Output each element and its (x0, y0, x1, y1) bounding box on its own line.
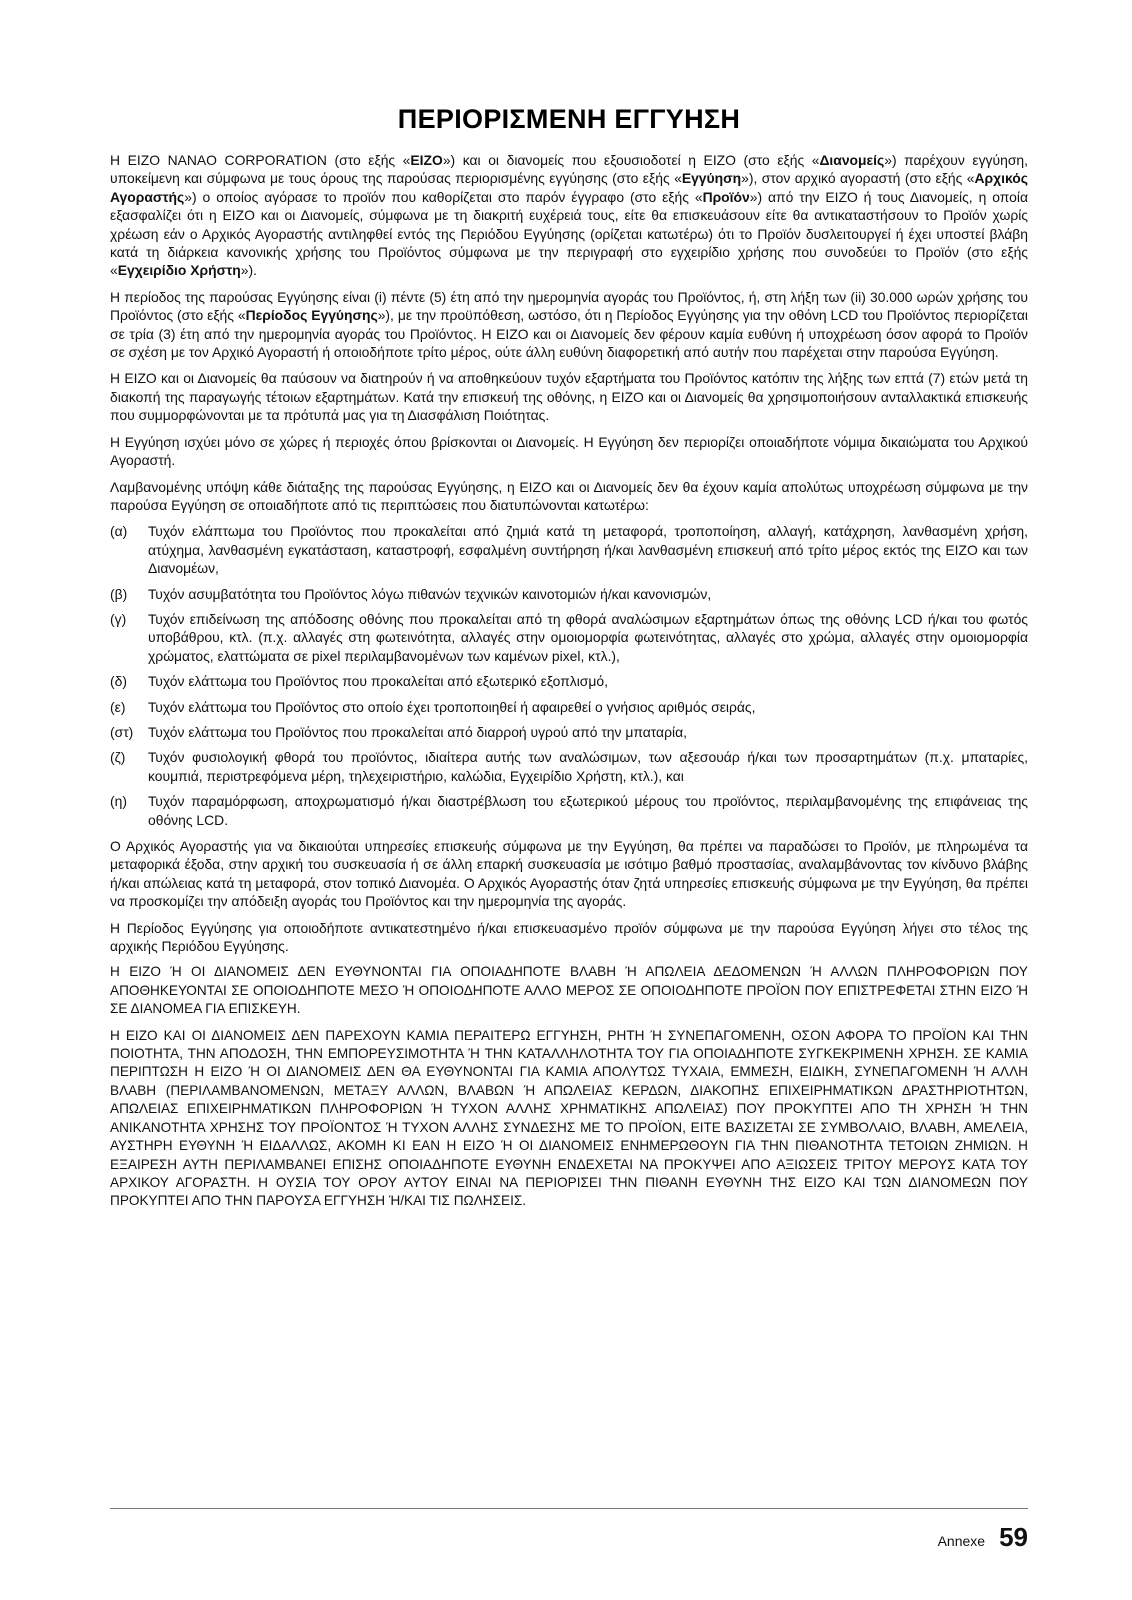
list-item (110, 748, 1028, 785)
defined-term: Εγγύηση (681, 170, 742, 187)
warranty-page (110, 104, 1028, 1219)
defined-term: Προϊόν (702, 188, 750, 205)
paragraph-exclusions-intro: Λαμβανομένης υπόψη κάθε διάταξης της παρούσας Εγγύησης, η EIZO και οι Διανομείς δεν θα έχουν καμία απολύτως υποχρέωση σύμφωνα με την παρούσα Εγγύηση σε οποιαδήποτε από τις περιπτώσεις που διατυπώνονται κατωτέρω: (110, 478, 1028, 513)
list-item (110, 698, 1028, 716)
text-run: ») παρέχουν εγγύηση, υποκείμενη και σύμφωνα με τους όρους της παρούσας περιορισμένης εγγύησης (στο εξής « (110, 152, 1028, 187)
text-run: »). (240, 262, 258, 279)
item-text: Τυχόν ελάττωμα του Προϊόντος στο οποίο έχει τροποποιηθεί ή αφαιρεθεί ο γνήσιος αριθμός σειράς, (148, 698, 756, 715)
item-text: Τυχόν ελάττωμα του Προϊόντος που προκαλείται από διαρροή υγρού από την μπαταρία, (148, 723, 687, 740)
text-run: Η περίοδος της παρούσας Εγγύησης είναι (i) πέντε (5) έτη από την ημερομηνία αγοράς του Προϊόντος, ή, στη λήξη των (ii) 30.000 ωρών χρήσης του Προϊόντος (στο εξής « (110, 288, 1028, 324)
defined-term: Εγχειρίδιο Χρήστη (117, 262, 241, 279)
paragraph-scope: Η Εγγύηση ισχύει μόνο σε χώρες ή περιοχές όπου βρίσκονται οι Διανομείς. Η Εγγύηση δεν περιορίζει οποιαδήποτε νόμιμα δικαιώματα του Αρχικού Αγοραστή. (110, 433, 1028, 469)
page-footer (938, 1522, 1028, 1553)
item-marker: (η) (110, 793, 127, 810)
item-marker: (ε) (110, 698, 126, 715)
paragraph-warranty-period (110, 288, 1028, 362)
text-run: ») ο οποίος αγόρασε το προϊόν που καθορίζεται στο παρόν έγγραφο (στο εξής « (184, 188, 703, 205)
item-text: Τυχόν ασυμβατότητα του Προϊόντος λόγω πιθανών τεχνικών καινοτομιών ή/και κανονισμών, (148, 585, 712, 602)
item-marker: (α) (110, 523, 128, 540)
list-item (110, 585, 1028, 603)
item-text: Τυχόν ελάπτωμα του Προϊόντος που προκαλείται από ζημιά κατά τη μεταφορά, τροποποίηση, αλλαγή, κατάχρηση, λανθασμένη χρήση, ατύχημα, λανθασμένη εγκατάσταση, καταστροφή, εσφαλμένη συντήρηση ή/και λανθασμένη επισκευή από τρίτο μέρος εκτός της EIZO και των Διανομέων, (148, 523, 1028, 577)
defined-term: EIZO (410, 152, 443, 168)
text-run: »), στον αρχικό αγοραστή (στο εξής « (741, 170, 975, 187)
exclusions-list (110, 522, 1028, 829)
list-item (110, 610, 1028, 665)
paragraph-parts: Η EIZO και οι Διανομείς θα παύσουν να διατηρούν ή να αποθηκεύουν τυχόν εξαρτήματα του Προϊόντος κατόπιν της λήξης των επτά (7) ετών μετά τη διακοπή της παραγωγής τέτοιων εξαρτημάτων. Κατά την επισκευή της οθόνης, η EIZO και οι Διανομείς θα χρησιμοποιήσουν ανταλλακτικά επισκευής που συμμορφώνονται με τα πρότυπά μας για τη Διασφάλιση Ποιότητας. (110, 370, 1028, 424)
paragraph-replacement-period: Η Περίοδος Εγγύησης για οποιοδήποτε αντικατεστημένο ή/και επισκευασμένο προϊόν σύμφωνα με την παρούσα Εγγύηση λήγει στο τέλος της αρχικής Περιόδου Εγγύησης. (110, 919, 1028, 955)
item-marker: (στ) (110, 723, 134, 740)
defined-term: Διανομείς (819, 152, 885, 168)
item-marker: (δ) (110, 673, 127, 690)
item-text: Τυχόν επιδείνωση της απόδοσης οθόνης που προκαλείται από τη φθορά αναλώσιμων εξαρτημάτων όπως της οθόνης LCD ή/και του φωτός υποβάθρου, κτλ. (π.χ. αλλαγές στη φωτεινότητα, αλλαγές στην ομοιομορφία φωτεινότητας, αλλαγές στο χρώμα, αλλαγές στην ομοιομορφία χρώματος, ελαττώματα σε pixel περιλαμβανομένων των καμένων pixel, κτλ.), (148, 610, 1028, 664)
item-text: Τυχόν ελάττωμα του Προϊόντος που προκαλείται από εξωτερικό εξοπλισμό, (148, 673, 608, 690)
item-marker: (ζ) (110, 749, 126, 766)
defined-term: Περίοδος Εγγύησης (245, 307, 378, 324)
item-text: Τυχόν παραμόρφωση, αποχρωματισμό ή/και διαστρέβλωση του εξωτερικού μέρους του προϊόντος, περιλαμβανομένης της επιφάνειας της οθόνης LCD. (148, 793, 1028, 828)
defined-term: Αρχικός Αγοραστής (110, 170, 1028, 205)
item-marker: (γ) (110, 610, 127, 627)
list-item (110, 522, 1028, 577)
list-item (110, 723, 1028, 741)
footer-section-label: Annexe (937, 1533, 986, 1549)
text-run: ») από την EIZO ή τους Διανομείς, η οποία εξασφαλίζει ότι η EIZO και οι Διανομείς, σύμφωνα με τη διακριτή ευχέρειά τους, είτε θα επισκευάσουν είτε θα αντικαταστήσουν το Προϊόν χωρίς χρέωση εάν ο Αρχικός Αγοραστής αντιληφθεί εντός της Περιόδου Εγγύησης (ορίζεται κατωτέρω) ότι το Προϊόν δυσλειτουργεί ή έχει υποστεί βλάβη κατά τη διάρκεια κανονικής χρήσης του Προϊόντος σύμφωνα με την περιγραφή στο εγχειρίδιο χρήσης που συνοδεύει το Προϊόν (στο εξής « (110, 188, 1028, 279)
item-marker: (β) (110, 585, 128, 602)
text-run: ») και οι διανομείς που εξουσιοδοτεί η EIZO (στο εξής « (442, 152, 820, 168)
list-item (110, 672, 1028, 690)
item-text: Τυχόν φυσιολογική φθορά του προϊόντος, ιδιαίτερα αυτής των αναλώσιμων, των αξεσουάρ ή/και των προσαρτημάτων (π.χ. μπαταρίες, κουμπιά, περιστρεφόμενα μέρη, τηλεχειριστήριο, καλώδια, Εγχειρίδιο Χρήστη, κτλ.), και (148, 749, 1028, 784)
footer-divider (110, 1508, 1028, 1509)
page-title: ΠΕΡΙΟΡΙΣΜΕΝΗ ΕΓΓΥΗΣΗ (397, 104, 741, 134)
page-number: 59 (999, 1522, 1028, 1552)
list-item (110, 792, 1028, 829)
paragraph-intro (110, 151, 1028, 280)
text-run: »), με την προϋπόθεση, ωστόσο, ότι η Περίοδος Εγγύησης για την οθόνη LCD του Προϊόντος περιορίζεται σε τρία (3) έτη από την ημερομηνία αγοράς του Προϊόντος. Η EIZO και οι Διανομείς δεν φέρουν καμία ευθύνη ή υποχρέωση όσον αφορά το Προϊόν σε σχέση με τον Αρχικό Αγοραστή ή οποιοδήποτε τρίτο μέρος, ούτε άλλη ευθύνη διαφορετική από αυτήν που παρέχεται στην παρούσα Εγγύηση. (110, 307, 1028, 361)
text-run: Η EIZO NANAO CORPORATION (στο εξής « (110, 152, 411, 168)
paragraph-repair-service: Ο Αρχικός Αγοραστής για να δικαιούται υπηρεσίες επισκευής σύμφωνα με την Εγγύηση, θα πρέπει να παραδώσει το Προϊόν, με πληρωμένα τα μεταφορικά έξοδα, στην αρχική του συσκευασία ή σε άλλη επαρκή συσκευασία με ισότιμο βαθμό προστασίας, αναλαμβάνοντας τον κίνδυνο βλάβης ή/και απώλειας κατά τη μεταφορά, στον τοπικό Διανομέα. Ο Αρχικός Αγοραστής όταν ζητά υπηρεσίες επισκευής σύμφωνα με την Εγγύηση, θα πρέπει να προσκομίζει την απόδειξη αγοράς του Προϊόντος και την ημερομηνία της αγοράς. (110, 838, 1028, 910)
paragraph-liability-disclaimer: Η EIZO ΚΑΙ ΟΙ ΔΙΑΝΟΜΕΙΣ ΔΕΝ ΠΑΡΕΧΟΥΝ ΚΑΜΙΑ ΠΕΡΑΙΤΕΡΩ ΕΓΓΥΗΣΗ, ΡΗΤΗ Ή ΣΥΝΕΠΑΓΟΜΕΝΗ, ΟΣΟΝ ΑΦΟΡΑ ΤΟ ΠΡΟΪΟΝ ΚΑΙ ΤΗΝ ΠΟΙΟΤΗΤΑ, ΤΗΝ ΑΠΟΔΟΣΗ, ΤΗΝ ΕΜΠΟΡΕΥΣΙΜΟΤΗΤΑ Ή ΤΗΝ ΚΑΤΑΛΛΗΛΟΤΗΤΑ ΤΟΥ ΓΙΑ ΟΠΟΙΑΔΗΠΟΤΕ ΣΥΓΚΕΚΡΙΜΕΝΗ ΧΡΗΣΗ. ΣΕ ΚΑΜΙΑ ΠΕΡΙΠΤΩΣΗ Η EIZO Ή ΟΙ ΔΙΑΝΟΜΕΙΣ ΔΕΝ ΘΑ ΕΥΘΥΝΟΝΤΑΙ ΓΙΑ ΚΑΜΙΑ ΑΠΟΛΥΤΩΣ ΤΥΧΑΙΑ, ΕΜΜΕΣΗ, ΕΙΔΙΚΗ, ΣΥΝΕΠΑΓΟΜΕΝΗ Ή ΑΛΛΗ ΒΛΑΒΗ (ΠΕΡΙΛΑΜΒΑΝΟΜΕΝΩΝ, ΜΕΤΑΞΥ ΑΛΛΩΝ, ΒΛΑΒΩΝ Ή ΑΠΩΛΕΙΑΣ ΚΕΡΔΩΝ, ΔΙΑΚΟΠΗΣ ΕΠΙΧΕΙΡΗΜΑΤΙΚΩΝ ΔΡΑΣΤΗΡΙΟΤΗΤΩΝ, ΑΠΩΛΕΙΑΣ ΕΠΙΧΕΙΡΗΜΑΤΙΚΩΝ ΠΛΗΡΟΦΟΡΙΩΝ Ή ΤΥΧΟΝ ΑΛΛΗΣ ΧΡΗΜΑΤΙΚΗΣ ΑΠΩΛΕΙΑΣ) ΠΟΥ ΠΡΟΚΥΠΤΕΙ ΑΠΟ ΤΗ ΧΡΗΣΗ Ή ΤΗΝ ΑΝΙΚΑΝΟΤΗΤΑ ΧΡΗΣΗΣ ΤΟΥ ΠΡΟΪΟΝΤΟΣ Ή ΤΥΧΟΝ ΑΛΛΗΣ ΣΥΝΔΕΣΗΣ ΜΕ ΤΟ ΠΡΟΪΟΝ, ΕΙΤΕ ΒΑΣΙΖΕΤΑΙ ΣΕ ΣΥΜΒΟΛΑΙΟ, ΒΛΑΒΗ, ΑΜΕΛΕΙΑ, ΑΥΣΤΗΡΗ ΕΥΘΥΝΗ Ή ΕΙΔΑΛΛΩΣ, ΑΚΟΜΗ ΚΙ ΕΑΝ Η EIZO Ή ΟΙ ΔΙΑΝΟΜΕΙΣ ΕΝΗΜΕΡΩΘΟΥΝ ΓΙΑ ΤΗΝ ΠΙΘΑΝΟΤΗΤΑ ΤΕΤΟΙΩΝ ΖΗΜΙΩΝ. Η ΕΞΑΙΡΕΣΗ ΑΥΤΗ ΠΕΡΙΛΑΜΒΑΝΕΙ ΕΠΙΣΗΣ ΟΠΟΙΑΔΗΠΟΤΕ ΕΥΘΥΝΗ ΕΝΔΕΧΕΤΑΙ ΝΑ ΠΡΟΚΥΨΕΙ ΑΠΟ ΑΞΙΩΣΕΙΣ ΤΡΙΤΟΥ ΜΕΡΟΥΣ ΚΑΤΑ ΤΟΥ ΑΡΧΙΚΟΥ ΑΓΟΡΑΣΤΗ. Η ΟΥΣΙΑ ΤΟΥ ΟΡΟΥ ΑΥΤΟΥ ΕΙΝΑΙ ΝΑ ΠΕΡΙΟΡΙΣΕΙ ΤΗΝ ΠΙΘΑΝΗ ΕΥΘΥΝΗ ΤΗΣ EIZO ΚΑΙ ΤΩΝ ΔΙΑΝΟΜΕΩΝ ΠΟΥ ΠΡΟΚΥΠΤΕΙ ΑΠΟ ΤΗΝ ΠΑΡΟΥΣΑ ΕΓΓΥΗΣΗ Ή/ΚΑΙ ΤΙΣ ΠΩΛΗΣΕΙΣ. (110, 1027, 1028, 1209)
paragraph-data-loss-disclaimer: Η EIZO Ή ΟΙ ΔΙΑΝΟΜΕΙΣ ΔΕΝ ΕΥΘΥΝΟΝΤΑΙ ΓΙΑ ΟΠΟΙΑΔΗΠΟΤΕ ΒΛΑΒΗ Ή ΑΠΩΛΕΙΑ ΔΕΔΟΜΕΝΩΝ Ή ΑΛΛΩΝ ΠΛΗΡΟΦΟΡΙΩΝ ΠΟΥ ΑΠΟΘΗΚΕΥΟΝΤΑΙ ΣΕ ΟΠΟΙΟΔΗΠΟΤΕ ΜΕΣΟ Ή ΟΠΟΙΟΔΗΠΟΤΕ ΑΛΛΟ ΜΕΡΟΣ ΣΕ ΟΠΟΙΟΔΗΠΟΤΕ ΠΡΟΪΟΝ ΠΟΥ ΕΠΙΣΤΡΕΦΕΤΑΙ ΣΤΗΝ EIZO Ή ΣΕ ΔΙΑΝΟΜΕΑ ΓΙΑ ΕΠΙΣΚΕΥΗ. (110, 964, 1028, 1017)
